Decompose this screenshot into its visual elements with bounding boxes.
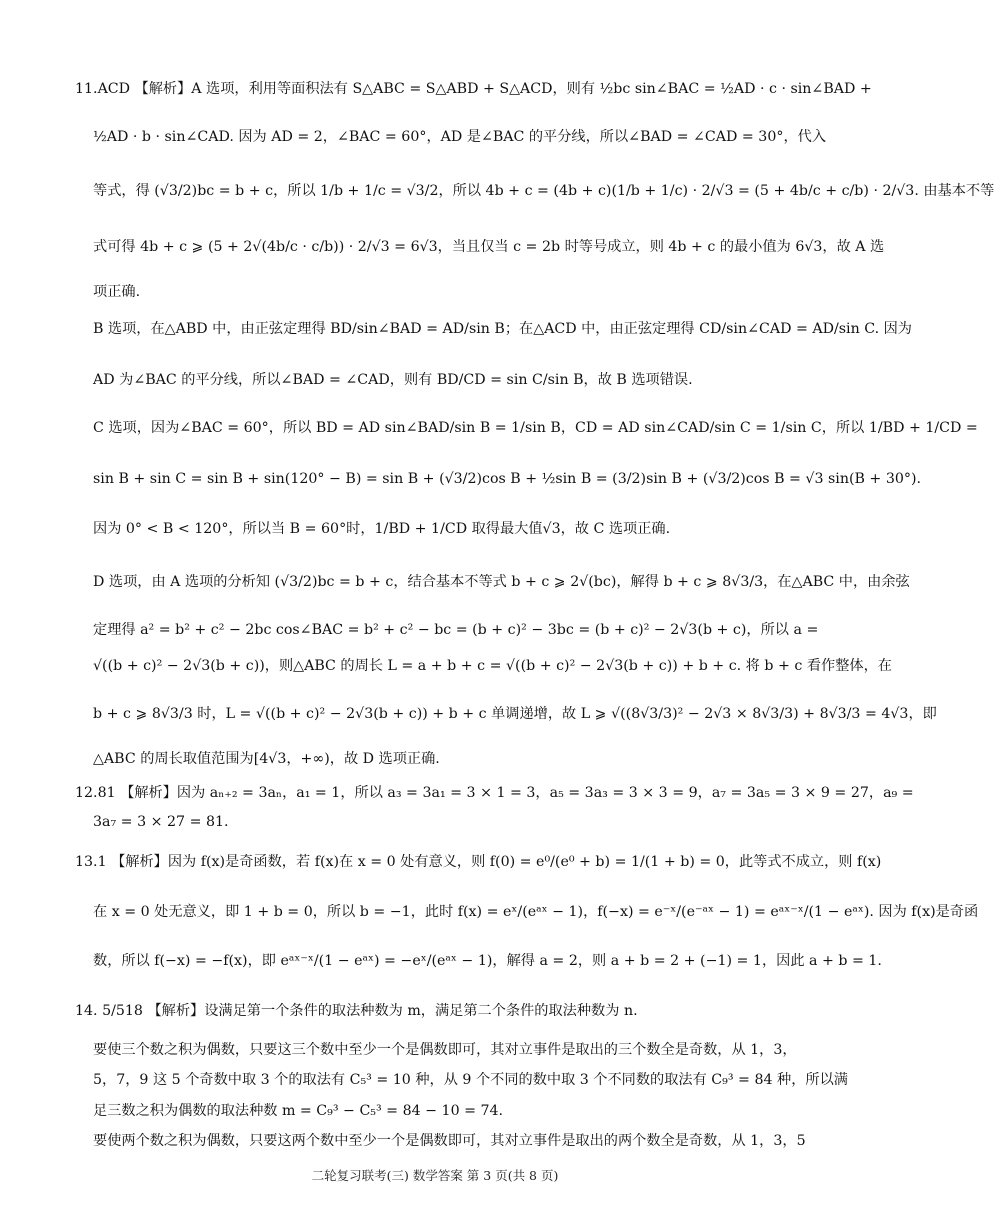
q11-line-7: AD 为∠BAC 的平分线，所以∠BAD = ∠CAD，则有 BD/CD = sin C/sin B，故 B 选项错误.: [93, 372, 693, 388]
q11-line-11: D 选项，由 A 选项的分析知 (√3/2)bc = b + c，结合基本不等式 b + c ⩾ 2√(bc)，解得 b + c ⩾ 8√3/3，在△ABC 中，由余弦: [93, 574, 910, 590]
q14-line-5: 要使两个数之积为偶数，只要这两个数中至少一个是偶数即可，其对立事件是取出的两个数全是奇数，从 1，3，5: [93, 1133, 806, 1149]
q11-line-5: 项正确.: [93, 284, 141, 300]
q11-line-9: sin B + sin C = sin B + sin(120° − B) = sin B + (√3/2)cos B + ½sin B = (3/2)sin B + (√3/2)cos B = √3 sin(B + 30°).: [93, 471, 922, 487]
q11-line-6: B 选项，在△ABD 中，由正弦定理得 BD/sin∠BAD = AD/sin B；在△ACD 中，由正弦定理得 CD/sin∠CAD = AD/sin C. 因为: [93, 321, 912, 337]
q13-line-1: 13.1 【解析】因为 f(x)是奇函数，若 f(x)在 x = 0 处有意义，则 f(0) = e⁰/(e⁰ + b) = 1/(1 + b) = 0，此等式不成立，则 f(x): [75, 854, 882, 870]
q11-line-4: 式可得 4b + c ⩾ (5 + 2√(4b/c · c/b)) · 2/√3 = 6√3，当且仅当 c = 2b 时等号成立，则 4b + c 的最小值为 6√3，故 A 选: [93, 239, 885, 255]
q13-line-2: 在 x = 0 处无意义，即 1 + b = 0，所以 b = −1，此时 f(x) = eˣ/(eᵃˣ − 1)，f(−x) = e⁻ˣ/(e⁻ᵃˣ − 1) = eᵃˣ⁻ˣ/(1 − eᵃˣ). 因为 f(x)是奇函: [93, 904, 979, 920]
q12-line-1: 12.81 【解析】因为 aₙ₊₂ = 3aₙ，a₁ = 1，所以 a₃ = 3a₁ = 3 × 1 = 3，a₅ = 3a₃ = 3 × 3 = 9，a₇ = 3a₅ = 3 × 9 = 27，a₉ =: [75, 785, 914, 801]
q11-line-13: √((b + c)² − 2√3(b + c))，则△ABC 的周长 L = a + b + c = √((b + c)² − 2√3(b + c)) + b + c. 将 b + c 看作整体，在: [93, 658, 892, 674]
q13-line-3: 数，所以 f(−x) = −f(x)，即 eᵃˣ⁻ˣ/(1 − eᵃˣ) = −eˣ/(eᵃˣ − 1)，解得 a = 2，则 a + b = 2 + (−1) = 1，因此 a + b = 1.: [93, 953, 882, 969]
q14-line-2: 要使三个数之积为偶数，只要这三个数中至少一个是偶数即可，其对立事件是取出的三个数全是奇数，从 1，3，: [93, 1042, 797, 1058]
q11-line-2: ½AD · b · sin∠CAD. 因为 AD = 2，∠BAC = 60°，AD 是∠BAC 的平分线，所以∠BAD = ∠CAD = 30°，代入: [93, 129, 827, 145]
q11-line-10: 因为 0° < B < 120°，所以当 B = 60°时，1/BD + 1/CD 取得最大值√3，故 C 选项正确.: [93, 521, 671, 537]
q11-line-14: b + c ⩾ 8√3/3 时，L = √((b + c)² − 2√3(b + c)) + b + c 单调递增，故 L ⩾ √((8√3/3)² − 2√3 × 8√3/3) + 8√3/3 = 4√3，即: [93, 706, 937, 722]
q12-line-2: 3a₇ = 3 × 27 = 81.: [93, 814, 229, 830]
q11-line-1: 11.ACD 【解析】A 选项，利用等面积法有 S△ABC = S△ABD + S△ACD，则有 ½bc sin∠BAC = ½AD · c · sin∠BAD +: [75, 81, 872, 97]
q11-line-8: C 选项，因为∠BAC = 60°，所以 BD = AD sin∠BAD/sin B = 1/sin B，CD = AD sin∠CAD/sin C = 1/sin C，所以 1/BD + 1/CD =: [93, 420, 978, 436]
q11-line-3: 等式，得 (√3/2)bc = b + c，所以 1/b + 1/c = √3/2，所以 4b + c = (4b + c)(1/b + 1/c) · 2/√3 = (5 + 4b/c + c/b) · 2/√3. 由基本不等: [93, 183, 994, 199]
q14-line-3: 5，7，9 这 5 个奇数中取 3 个的取法有 C₅³ = 10 种，从 9 个不同的数中取 3 个不同数的取法有 C₉³ = 84 种，所以满: [93, 1072, 848, 1088]
q11-line-15: △ABC 的周长取值范围为[4√3，+∞)，故 D 选项正确.: [93, 751, 440, 767]
page-footer: 二轮复习联考(三) 数学答案 第 3 页(共 8 页): [311, 1168, 559, 1183]
q11-line-12: 定理得 a² = b² + c² − 2bc cos∠BAC = b² + c² − bc = (b + c)² − 3bc = (b + c)² − 2√3(b + c)，所以 a =: [93, 622, 819, 638]
q14-line-4: 足三数之积为偶数的取法种数 m = C₉³ − C₅³ = 84 − 10 = 74.: [93, 1103, 504, 1119]
q14-line-1: 14. 5/518 【解析】设满足第一个条件的取法种数为 m，满足第二个条件的取法种数为 n.: [75, 1003, 638, 1019]
